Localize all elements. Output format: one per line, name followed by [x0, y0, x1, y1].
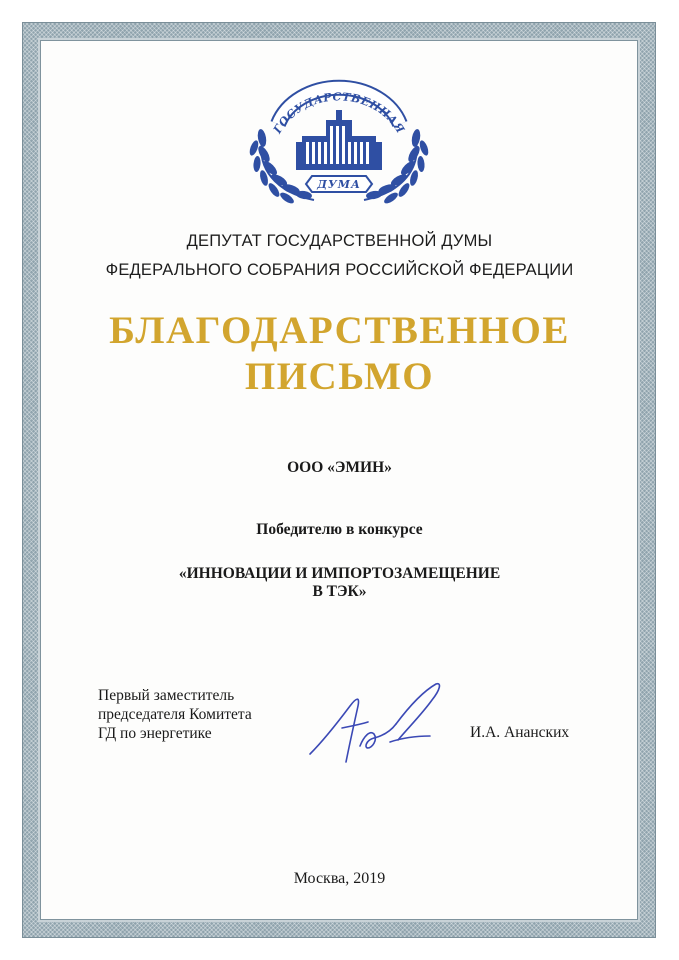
handwritten-signature — [304, 676, 454, 772]
contest-name-line-1: «ИННОВАЦИИ И ИМПОРТОЗАМЕЩЕНИЕ — [178, 565, 501, 582]
header-line-1: ДЕПУТАТ ГОСУДАРСТВЕННОЙ ДУМЫ — [186, 232, 493, 250]
state-duma-emblem-logo — [244, 72, 434, 207]
signer-title-line-3: ГД по энергетике — [98, 725, 212, 742]
signer-name: И.А. Ананских — [470, 724, 570, 741]
emblem-bottom-text: ДУМА — [317, 178, 361, 191]
contest-name-line-2: В ТЭК» — [312, 583, 367, 600]
signer-title-line-1: Первый заместитель — [98, 687, 235, 704]
header-line-2: ФЕДЕРАЛЬНОГО СОБРАНИЯ РОССИЙСКОЙ ФЕДЕРАЦИИ — [105, 261, 574, 279]
emblem-top-text: ГОСУДАРСТВЕННАЯ — [270, 90, 408, 136]
title-line-2: ПИСЬМО — [244, 355, 435, 398]
place-and-date: Москва, 2019 — [293, 870, 386, 887]
title-line-1: БЛАГОДАРСТВЕННОЕ — [109, 309, 570, 352]
signer-title-line-2: председателя Комитета — [98, 706, 252, 723]
award-reason: Победителю в конкурсе — [256, 521, 423, 538]
recipient-name: ООО «ЭМИН» — [287, 459, 392, 476]
signer-title — [98, 686, 298, 743]
